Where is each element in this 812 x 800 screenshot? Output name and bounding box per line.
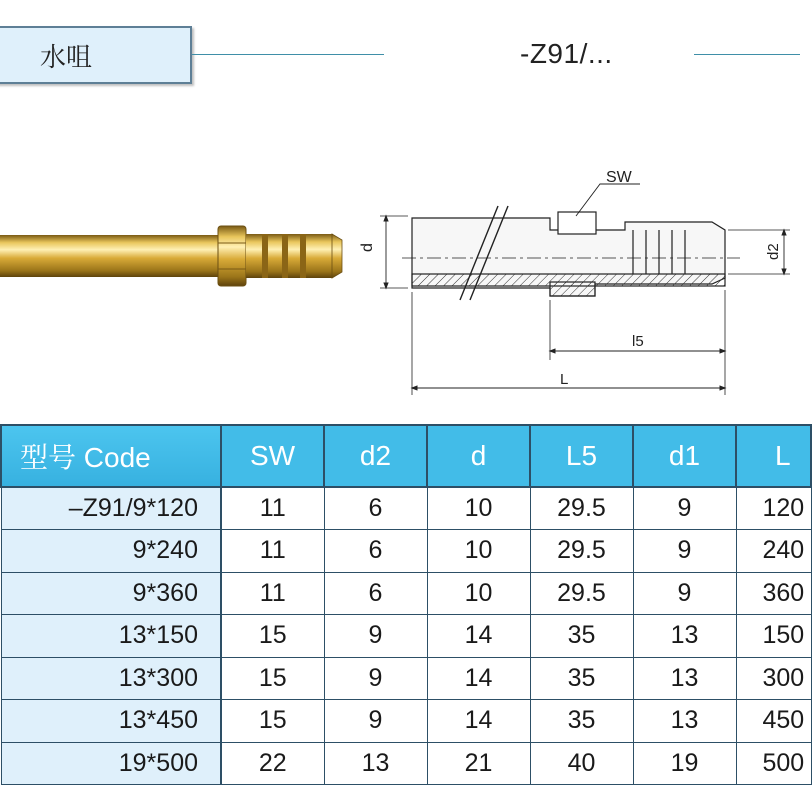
cell-l5: 35: [530, 700, 633, 743]
header-d1: d1: [633, 425, 736, 487]
cell-l: 360: [736, 572, 811, 615]
table-header-row: [1, 425, 811, 487]
cell-sw: 22: [221, 742, 324, 785]
label-L: L: [560, 371, 569, 388]
product-photo: [0, 210, 350, 300]
cell-d: 14: [427, 700, 530, 743]
cell-d: 10: [427, 487, 530, 530]
header-d2: d2: [324, 425, 427, 487]
product-name: 水咀: [40, 42, 93, 73]
header-rule-left: [192, 54, 384, 55]
label-l5: l5: [632, 333, 644, 350]
technical-drawing: [350, 150, 800, 410]
cell-code: 13*150: [1, 615, 221, 658]
cell-d2: 6: [324, 572, 427, 615]
cell-code: 9*360: [1, 572, 221, 615]
label-sw: SW: [606, 169, 632, 186]
header-l: L: [736, 425, 811, 487]
cell-d: 10: [427, 530, 530, 573]
label-d2: d2: [765, 243, 782, 260]
cell-d1: 13: [633, 700, 736, 743]
cell-d2: 9: [324, 700, 427, 743]
table-row: [1, 530, 811, 573]
cell-sw: 15: [221, 700, 324, 743]
cell-d1: 9: [633, 530, 736, 573]
spec-table: [0, 424, 812, 785]
cell-l: 300: [736, 657, 811, 700]
label-d: d: [359, 243, 376, 252]
cell-d1: 19: [633, 742, 736, 785]
cell-sw: 15: [221, 657, 324, 700]
cell-l: 500: [736, 742, 811, 785]
cell-code: 9*240: [1, 530, 221, 573]
cell-d1: 13: [633, 615, 736, 658]
cell-l5: 29.5: [530, 487, 633, 530]
cell-d2: 6: [324, 530, 427, 573]
table-row: [1, 700, 811, 743]
header-rule-right: [694, 54, 800, 55]
cell-l5: 35: [530, 615, 633, 658]
cell-d: 10: [427, 572, 530, 615]
cell-l: 120: [736, 487, 811, 530]
cell-l: 150: [736, 615, 811, 658]
table-row: [1, 615, 811, 658]
cell-code: –Z91/9*120: [1, 487, 221, 530]
cell-sw: 15: [221, 615, 324, 658]
cell-l: 240: [736, 530, 811, 573]
header-sw: SW: [221, 425, 324, 487]
header-d: d: [427, 425, 530, 487]
cell-l: 450: [736, 700, 811, 743]
cell-d1: 13: [633, 657, 736, 700]
cell-d2: 6: [324, 487, 427, 530]
cell-d1: 9: [633, 572, 736, 615]
table-row: [1, 487, 811, 530]
table-row: [1, 742, 811, 785]
cell-d2: 13: [324, 742, 427, 785]
cell-d1: 9: [633, 487, 736, 530]
cell-d2: 9: [324, 657, 427, 700]
cell-d: 14: [427, 657, 530, 700]
cell-l5: 29.5: [530, 572, 633, 615]
cell-d: 14: [427, 615, 530, 658]
header-l5: L5: [530, 425, 633, 487]
cell-l5: 40: [530, 742, 633, 785]
cell-code: 19*500: [1, 742, 221, 785]
cell-d: 21: [427, 742, 530, 785]
cell-l5: 35: [530, 657, 633, 700]
cell-l5: 29.5: [530, 530, 633, 573]
table-row: [1, 572, 811, 615]
cell-code: 13*450: [1, 700, 221, 743]
cell-d2: 9: [324, 615, 427, 658]
header-code: 型号 Code: [1, 425, 221, 487]
series-code: -Z91/...: [520, 38, 613, 69]
cell-sw: 11: [221, 487, 324, 530]
cell-sw: 11: [221, 530, 324, 573]
cell-sw: 11: [221, 572, 324, 615]
product-title-box: [0, 26, 192, 84]
table-row: [1, 657, 811, 700]
cell-code: 13*300: [1, 657, 221, 700]
